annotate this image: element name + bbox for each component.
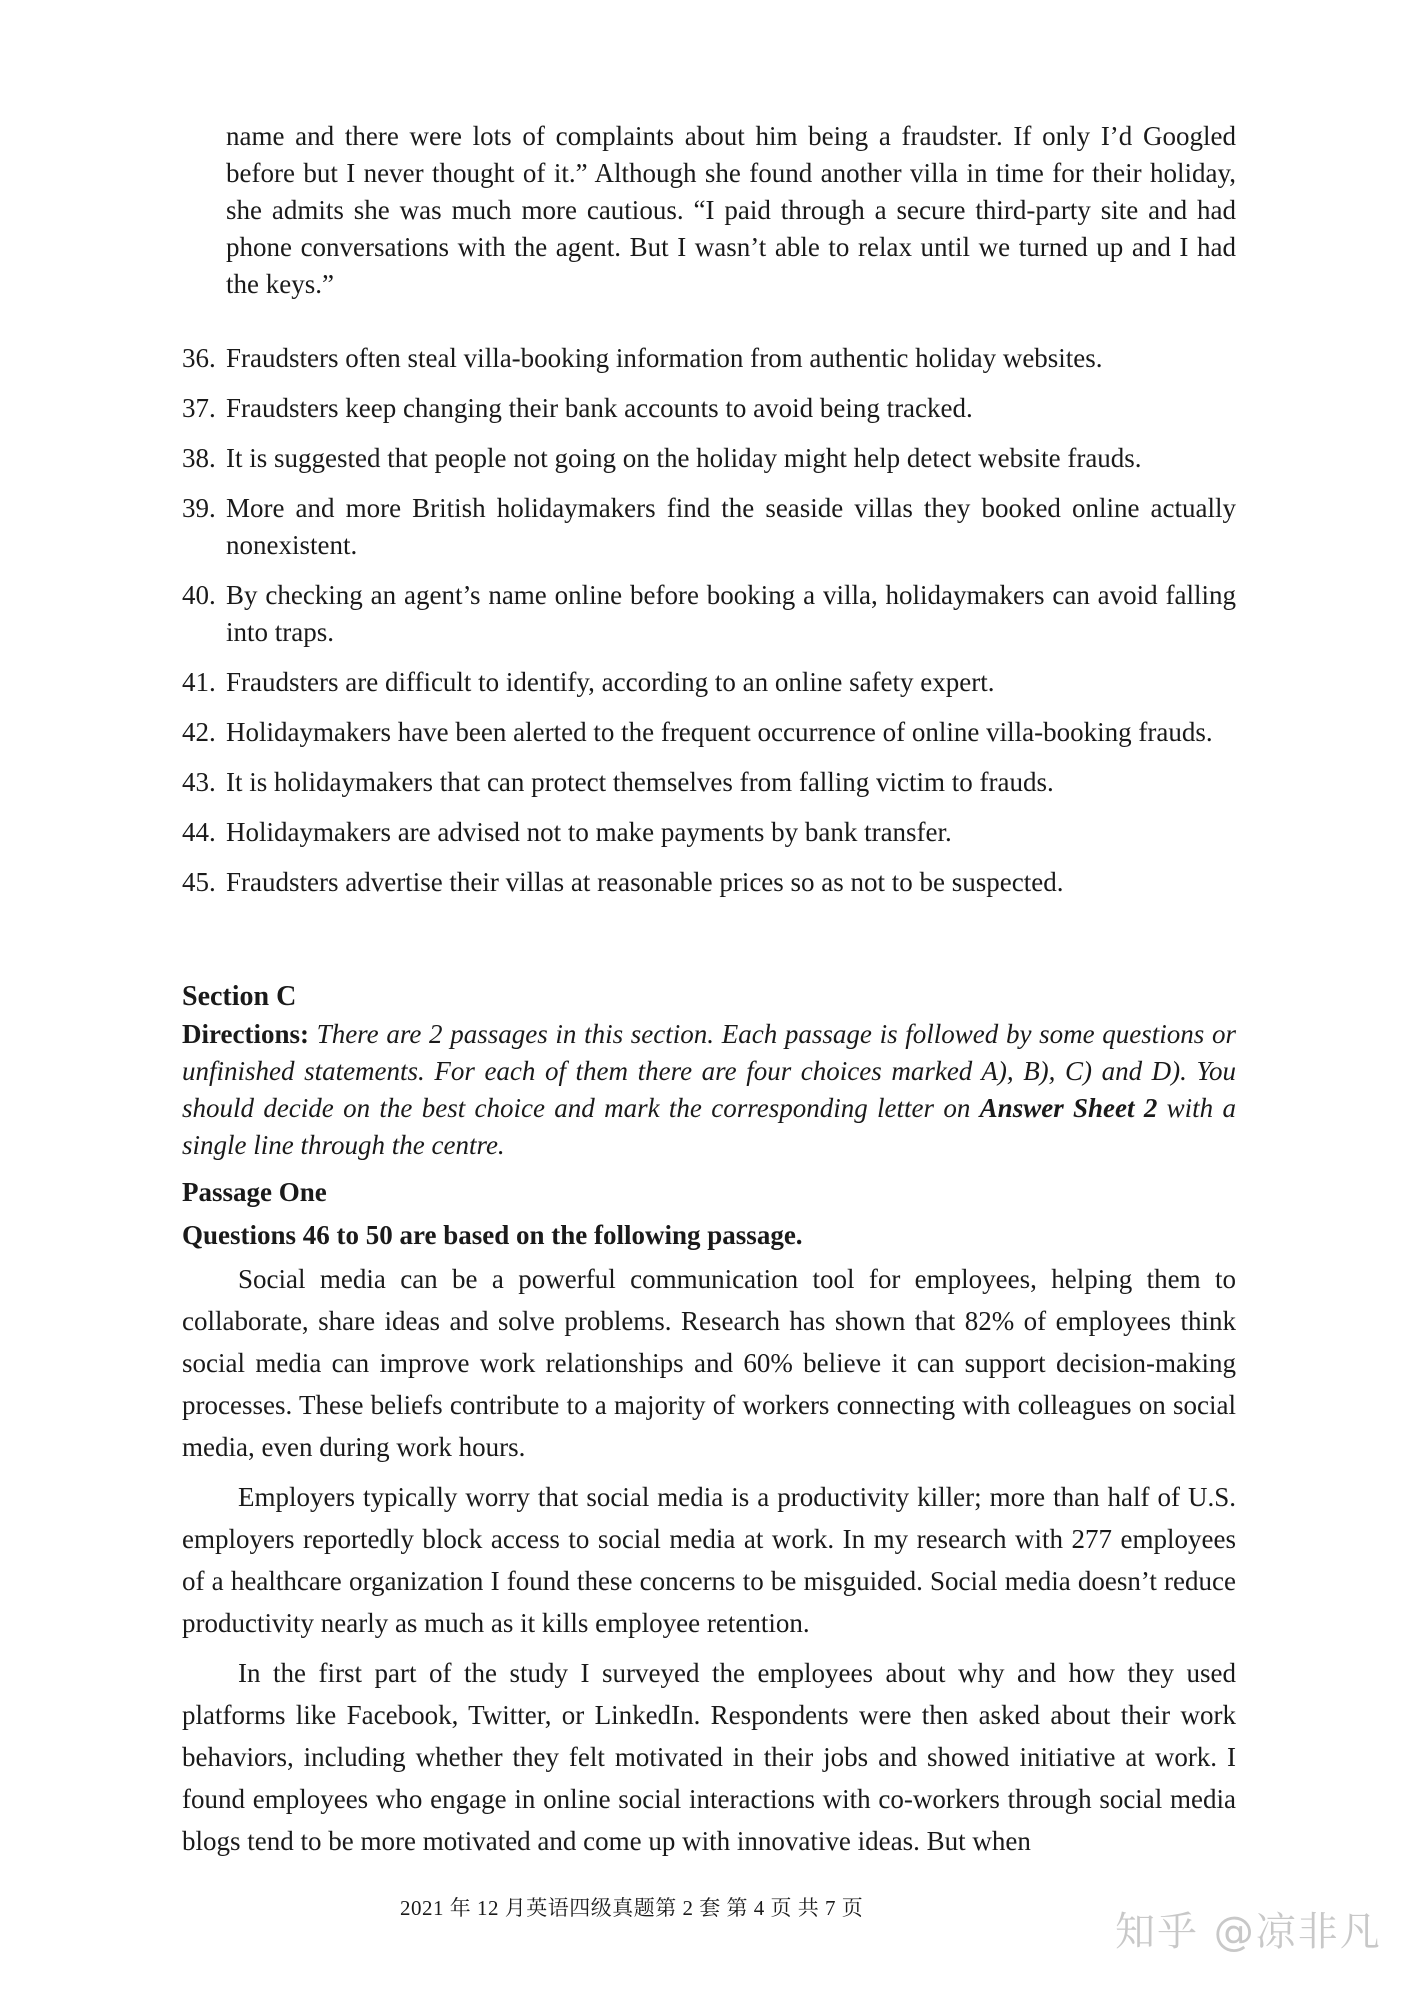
statement-item bbox=[182, 490, 1236, 564]
directions bbox=[182, 1016, 1236, 1164]
passage-paragraph: Employers typically worry that social media is a productivity killer; more than half of U.S. employers reportedly block access to social media at work. In my research with 277 employees of a healthcare organization I found these concerns to be misguided. Social media doesn’t reduce productivity nearly as much as it kills employee retention. bbox=[182, 1482, 1236, 1638]
statement-number: 44. bbox=[182, 817, 216, 847]
statement-text: By checking an agent’s name online before booking a villa, holidaymakers can avoid falling into traps. bbox=[226, 580, 1236, 647]
statement-item bbox=[182, 714, 1236, 751]
statement-text: It is suggested that people not going on the holiday might help detect website frauds. bbox=[226, 443, 1142, 473]
statement-item bbox=[182, 440, 1236, 477]
statement-number: 39. bbox=[182, 493, 216, 523]
statement-text: Fraudsters are difficult to identify, according to an online safety expert. bbox=[226, 667, 995, 697]
statement-number: 36. bbox=[182, 343, 216, 373]
section-c bbox=[182, 978, 1236, 1870]
statement-item bbox=[182, 814, 1236, 851]
statement-number: 38. bbox=[182, 443, 216, 473]
statement-item bbox=[182, 764, 1236, 801]
statement-item bbox=[182, 577, 1236, 651]
statement-item bbox=[182, 390, 1236, 427]
section-title: Section C bbox=[182, 981, 297, 1012]
directions-text: There are 2 passages in this section. Each passage is followed by some questions or unfinished statements. For each of them there are four choices marked A), B), C) and D). You should decide on the best choice and mark the corresponding letter on bbox=[182, 1019, 1236, 1123]
statement-text: Fraudsters often steal villa-booking information from authentic holiday websites. bbox=[226, 343, 1103, 373]
statement-list bbox=[182, 340, 1236, 914]
statement-text: Fraudsters advertise their villas at reasonable prices so as not to be suspected. bbox=[226, 867, 1064, 897]
page-footer: 2021 年 12 月英语四级真题第 2 套 第 4 页 共 7 页 bbox=[400, 1896, 864, 1920]
statement-number: 43. bbox=[182, 767, 216, 797]
passage-paragraph: Social media can be a powerful communication tool for employees, helping them to collaborate, share ideas and solve problems. Research has shown that 82% of employees think social media can improve work relationships and 60% believe it can support decision-making processes. These beliefs contribute to a majority of workers connecting with colleagues on social media, even during work hours. bbox=[182, 1264, 1236, 1462]
passage-title: Passage One bbox=[182, 1177, 327, 1207]
statement-number: 45. bbox=[182, 867, 216, 897]
answer-sheet-label: Answer Sheet 2 bbox=[979, 1093, 1158, 1123]
statement-number: 42. bbox=[182, 717, 216, 747]
watermark: 知乎 @凉非凡 bbox=[1115, 1909, 1382, 1955]
directions-label: Directions: bbox=[182, 1019, 309, 1049]
statement-text: More and more British holidaymakers find the seaside villas they booked online actually nonexistent. bbox=[226, 493, 1236, 560]
statement-number: 41. bbox=[182, 667, 216, 697]
statement-item bbox=[182, 664, 1236, 701]
passage-paragraph: In the first part of the study I surveyed the employees about why and how they used platforms like Facebook, Twitter, or LinkedIn. Respondents were then asked about their work behaviors, including whether they felt motivated in their jobs and showed initiative at work. I found employees who engage in online social interactions with co-workers through social media blogs tend to be more motivated and come up with innovative ideas. But when bbox=[182, 1658, 1236, 1856]
continuation-paragraph: name and there were lots of complaints about him being a fraudster. If only I’d Googled before but I never thought of it.” Although she found another villa in time for their holiday, she admits she was much more cautious. “I paid through a secure third-party site and had phone conversations with the agent. But I wasn’t able to relax until we turned up and I had the keys.” bbox=[226, 121, 1236, 299]
statement-item bbox=[182, 864, 1236, 901]
statement-text: Fraudsters keep changing their bank accounts to avoid being tracked. bbox=[226, 393, 973, 423]
statement-text: Holidaymakers are advised not to make payments by bank transfer. bbox=[226, 817, 952, 847]
statement-number: 37. bbox=[182, 393, 216, 423]
statement-number: 40. bbox=[182, 580, 216, 610]
statement-text: Holidaymakers have been alerted to the frequent occurrence of online villa-booking frauds. bbox=[226, 717, 1213, 747]
directions-text-end: with a single line through the centre. bbox=[182, 1093, 1236, 1160]
statement-text: It is holidaymakers that can protect themselves from falling victim to frauds. bbox=[226, 767, 1054, 797]
questions-range: Questions 46 to 50 are based on the following passage. bbox=[182, 1220, 803, 1250]
statement-item bbox=[182, 340, 1236, 377]
